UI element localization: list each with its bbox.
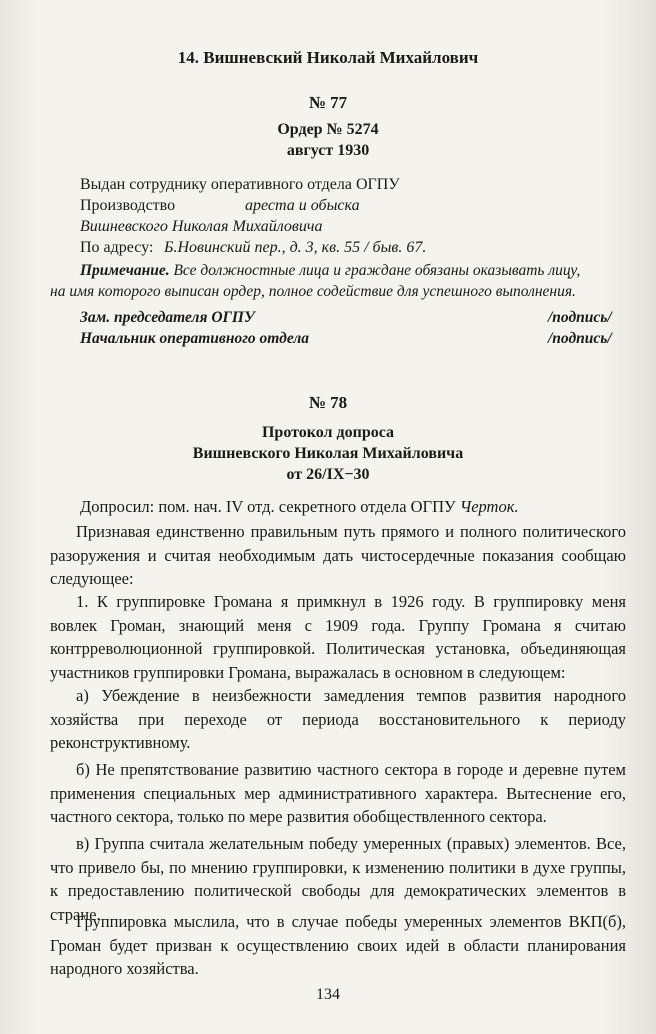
signer-1-signature: /подпись/ [548, 309, 612, 326]
note-line-1 [80, 262, 580, 280]
note-text-2: на имя которого выписан ордер, полное содействие для успешного выполнения. [50, 283, 576, 300]
interrogator-name: Черток. [459, 497, 519, 516]
protocol-subject: Вишневского Николая Михайловича [192, 445, 464, 462]
interrogator-prefix: Допросил: пом. нач. IV отд. секретного отдела ОГПУ [80, 497, 456, 516]
address-value: Б.Новинский пер., д. 3, кв. 55 / быв. 67. [164, 239, 427, 256]
paragraph-b: б) Не препятствование развитию частного сектора в городе и деревне путем применения специальных мер административного характера. Вытеснение его, частного сектора, только по мере развития обобществленного сектора. [50, 760, 626, 826]
paragraph-1: 1. К группировке Громана я примкнул в 1926 году. В группировку меня вовлек Громан, знающий меня с 1909 года. Группу Громана я считаю контрреволюционной группировкой. Политическая установка, объединяющая участников группировки Громана, выражалась в основном в следующем: [50, 592, 626, 682]
production-value: ареста и обыска [245, 197, 360, 214]
address-label: По адресу: [80, 239, 154, 256]
section-title: 14. Вишневский Николай Михайлович [177, 48, 479, 67]
paragraph-a: а) Убеждение в неизбежности замедления темпов развития народного хозяйства при переходе от периода восстановительного к периоду реконструктивному. [50, 686, 626, 752]
order-date: август 1930 [286, 142, 370, 159]
item-77-number: № 77 [308, 93, 348, 112]
signer-1-title: Зам. председателя ОГПУ [80, 309, 255, 326]
paragraph-intro: Признавая единственно правильным путь прямого и полного политического разоружения и считая необходимым дать чистосердечные показания сообщаю следующее: [50, 522, 626, 588]
note-text-1: Все должностные лица и граждане обязаны оказывать лицу, [173, 262, 581, 279]
issued-to: Выдан сотруднику оперативного отдела ОГПУ [80, 176, 400, 193]
note-label: Примечание. [80, 262, 170, 279]
paragraph-last: Группировка мыслила, что в случае победы умеренных элементов ВКП(б), Громан будет призван к осуществлению своих идей в области планирования народного хозяйства. [50, 912, 626, 978]
interrogator-line [80, 497, 519, 517]
production-label: Производство [80, 197, 176, 214]
item-78-number: № 78 [308, 393, 348, 412]
protocol-title: Протокол допроса [261, 424, 395, 441]
signer-2-title: Начальник оперативного отдела [80, 330, 310, 347]
protocol-date: от 26/IX−30 [286, 466, 370, 483]
signer-2-signature: /подпись/ [548, 330, 612, 347]
paragraph-v: в) Группа считала желательным победу умеренных (правых) элементов. Все, что привело бы, по мнению группировки, к изменению политики в духе группы, к предоставлению политической свободы для демократических элементов в стране. [50, 834, 626, 924]
page-number: 134 [316, 986, 340, 1003]
order-title: Ордер № 5274 [277, 121, 379, 138]
person-name: Вишневского Николая Михайловича [80, 218, 323, 235]
